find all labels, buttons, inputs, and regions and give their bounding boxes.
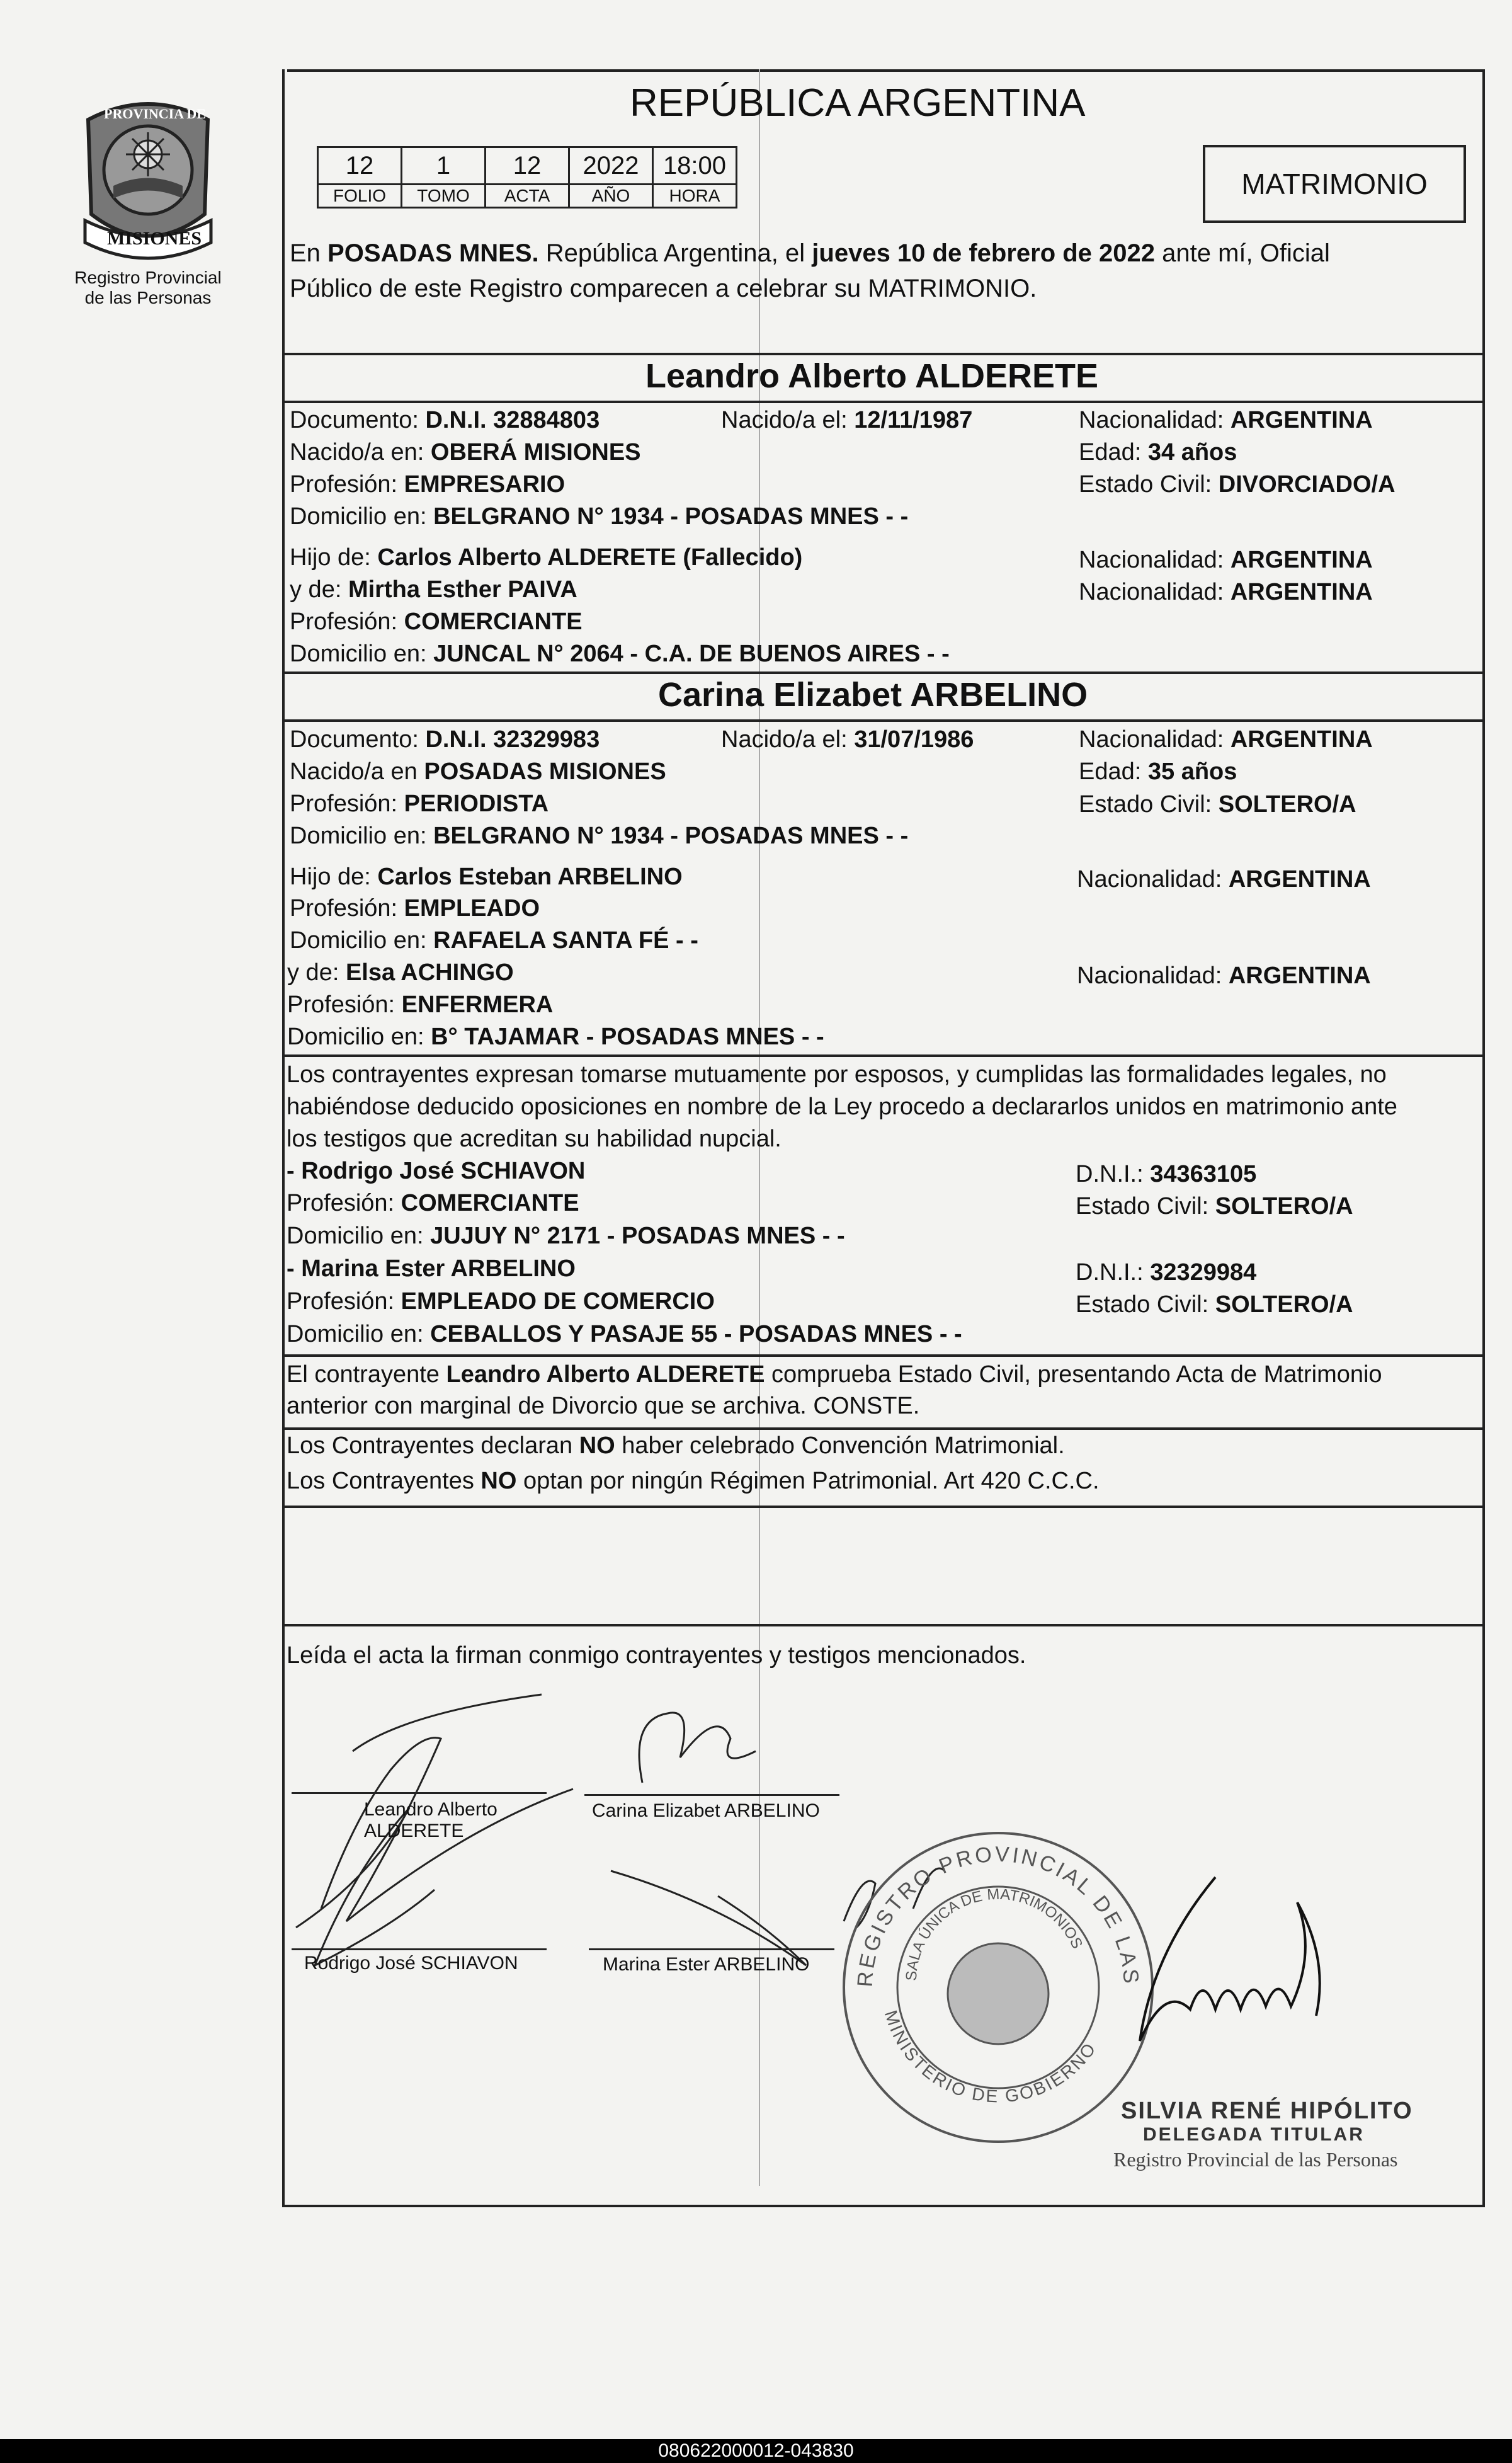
page-title: REPÚBLICA ARGENTINA [630, 81, 1086, 125]
intro-line-1 [290, 237, 1330, 270]
label: Domicilio en: [287, 1321, 431, 1347]
signature-line-bride [584, 1794, 839, 1796]
bride-born-place [290, 755, 666, 788]
label: Profesión: [287, 1190, 401, 1216]
value: 34 años [1147, 439, 1237, 466]
seal-inner-text: SALA ÚNICA DE MATRIMONIOS [902, 1885, 1086, 1982]
divider [282, 1054, 1482, 1057]
official-title: DELEGADA TITULAR [1143, 2124, 1365, 2145]
value: 32329984 [1150, 1259, 1257, 1286]
tomo-label: TOMO [402, 185, 486, 208]
bride-born-date [721, 723, 974, 756]
label: Documento: [290, 407, 426, 433]
note-regime [287, 1465, 1100, 1497]
value: ARGENTINA [1230, 547, 1373, 573]
value: 12/11/1987 [854, 407, 973, 433]
value: ARGENTINA [1228, 963, 1371, 989]
label: Nacionalidad: [1077, 963, 1229, 989]
note-emphasis: NO [480, 1468, 517, 1494]
note-civil-status-line-1 [287, 1358, 1382, 1391]
witness-1-civil-status [1076, 1190, 1353, 1223]
bride-father [290, 860, 683, 893]
divider [282, 1624, 1482, 1626]
label: Nacido/a en: [290, 439, 431, 466]
value: SOLTERO/A [1215, 1291, 1353, 1318]
official-name: SILVIA RENÉ HIPÓLITO [1121, 2098, 1413, 2124]
label: Documento: [290, 726, 426, 753]
intro-text: ante mí, Oficial [1155, 239, 1330, 267]
value: 31/07/1986 [854, 726, 974, 753]
label: Hijo de: [290, 864, 378, 890]
label: Profesión: [287, 1288, 401, 1315]
groom-born-date [721, 404, 972, 437]
groom-parents-profession [290, 605, 583, 638]
folio-value: 12 [318, 147, 402, 185]
bride-father-nationality [1077, 863, 1371, 896]
label: Nacionalidad: [1079, 407, 1231, 433]
groom-mother [290, 573, 577, 606]
anio-value: 2022 [569, 147, 653, 185]
value: EMPLEADO DE COMERCIO [401, 1288, 715, 1315]
intro-city: POSADAS MNES. [327, 239, 539, 267]
value: DIVORCIADO/A [1218, 471, 1395, 498]
note-civil-status-line-2: anterior con marginal de Divorcio que se archiva. CONSTE. [287, 1393, 920, 1419]
value: RAFAELA SANTA FÉ - - [433, 927, 698, 954]
label: Domicilio en: [287, 1223, 431, 1249]
value: JUJUY N° 2171 - POSADAS MNES - - [430, 1223, 845, 1249]
logo-banner-text: MISIONES [107, 228, 202, 249]
bride-age [1079, 755, 1237, 788]
value: COMERCIANTE [401, 1190, 579, 1216]
bride-father-profession [290, 892, 540, 925]
tomo-value: 1 [402, 147, 486, 185]
declaration-line-3: los testigos que acreditan su habilidad nupcial. [287, 1126, 782, 1152]
logo-arc-text: PROVINCIA DE [104, 106, 206, 122]
witness-1-address [287, 1220, 845, 1252]
record-type: MATRIMONIO [1241, 168, 1428, 200]
bride-mother-address [287, 1020, 824, 1053]
bride-civil-status [1079, 788, 1356, 821]
value: CEBALLOS Y PASAJE 55 - POSADAS MNES - - [430, 1321, 962, 1347]
value: ARGENTINA [1230, 579, 1373, 605]
value: EMPRESARIO [404, 471, 566, 498]
province-logo [69, 94, 227, 265]
note-name: Leandro Alberto ALDERETE [446, 1361, 765, 1388]
anio-label: AÑO [569, 185, 653, 208]
value: ARGENTINA [1230, 407, 1373, 433]
label: Domicilio en: [287, 1024, 431, 1050]
divider [282, 1354, 1482, 1357]
label: D.N.I.: [1076, 1259, 1151, 1286]
label: Profesión: [290, 609, 404, 635]
closing-statement: Leída el acta la firman conmigo contrayentes y testigos mencionados. [287, 1642, 1026, 1669]
official-signature [1127, 1865, 1354, 2104]
value: ARGENTINA [1230, 726, 1373, 753]
value: ARGENTINA [1228, 866, 1371, 893]
divider [282, 671, 1482, 674]
value: Mirtha Esther PAIVA [348, 576, 577, 603]
hora-label: HORA [653, 185, 737, 208]
label: Estado Civil: [1079, 471, 1219, 498]
witness-2-civil-status [1076, 1288, 1353, 1321]
acta-label: ACTA [486, 185, 569, 208]
label: Nacido/a en [290, 758, 424, 785]
official-org: Registro Provincial de las Personas [1113, 2148, 1398, 2171]
value: SOLTERO/A [1215, 1193, 1353, 1220]
label: Profesión: [290, 895, 404, 922]
label: Nacido/a el: [721, 726, 855, 753]
value: BELGRANO N° 1934 - POSADAS MNES - - [433, 823, 909, 849]
note-text: haber celebrado Convención Matrimonial. [615, 1432, 1065, 1459]
divider [282, 401, 1482, 403]
signature-label-bride: Carina Elizabet ARBELINO [592, 1800, 820, 1821]
value: POSADAS MISIONES [424, 758, 666, 785]
label: Edad: [1079, 758, 1148, 785]
intro-text: En [290, 239, 328, 267]
groom-parents-address [290, 637, 950, 670]
value: EMPLEADO [404, 895, 540, 922]
document-code: 080622000012-043830 [0, 2439, 1512, 2463]
intro-line-2: Público de este Registro comparecen a celebrar su MATRIMONIO. [290, 275, 1037, 302]
witness-2-name: - Marina Ester ARBELINO [287, 1255, 576, 1282]
groom-doc [290, 404, 600, 437]
label: Estado Civil: [1079, 791, 1219, 818]
value: D.N.I. 32329983 [425, 726, 600, 753]
label: Domicilio en: [290, 503, 434, 530]
label: Domicilio en: [290, 823, 434, 849]
label: y de: [287, 959, 346, 986]
bride-father-address [290, 924, 698, 957]
intro-text: República Argentina, el [538, 239, 812, 267]
label: Nacido/a el: [721, 407, 855, 433]
label: Nacionalidad: [1077, 866, 1229, 893]
label: Domicilio en: [290, 641, 434, 667]
groom-nationality [1079, 404, 1373, 437]
frame-top-line [287, 69, 1482, 72]
groom-civil-status [1079, 468, 1395, 501]
registry-label-line1: Registro Provincial [74, 268, 222, 287]
seal-outer-text: REGISTRO PROVINCIAL DE LAS [853, 1842, 1144, 1988]
bride-mother [287, 956, 514, 989]
value: SOLTERO/A [1218, 791, 1356, 818]
groom-profession [290, 468, 565, 501]
divider [282, 1506, 1482, 1508]
bride-name: Carina Elizabet ARBELINO [658, 676, 1088, 714]
acta-value: 12 [486, 147, 569, 185]
note-text: comprueba Estado Civil, presentando Acta de Matrimonio [765, 1361, 1382, 1388]
value: 35 años [1147, 758, 1237, 785]
value: B° TAJAMAR - POSADAS MNES - - [431, 1024, 824, 1050]
bride-address [290, 820, 908, 852]
groom-father [290, 541, 802, 574]
label: Profesión: [287, 991, 402, 1018]
groom-name: Leandro Alberto ALDERETE [645, 357, 1099, 395]
note-convention [287, 1429, 1065, 1462]
value: JUNCAL N° 2064 - C.A. DE BUENOS AIRES - - [433, 641, 950, 667]
signature-label-groom [364, 1799, 497, 1842]
signature-label-groom-line1: Leandro Alberto [364, 1799, 497, 1820]
signature-label-groom-line2: ALDERETE [364, 1820, 464, 1841]
declaration-line-1: Los contrayentes expresan tomarse mutuamente por esposos, y cumplidas las formalidades legales, no [287, 1061, 1387, 1088]
signature-line-witness-2 [589, 1948, 834, 1950]
registry-label-line2: de las Personas [84, 288, 212, 307]
groom-born-place [290, 436, 641, 469]
intro-date: jueves 10 de febrero de 2022 [812, 239, 1156, 267]
note-text: El contrayente [287, 1361, 446, 1388]
registry-label [50, 268, 246, 308]
note-text: Los Contrayentes declaran [287, 1432, 579, 1459]
witness-1-profession [287, 1187, 579, 1220]
official-seal [834, 1824, 1162, 2151]
value: Elsa ACHINGO [345, 959, 514, 986]
signature-line-groom [292, 1792, 547, 1794]
seal-bottom-text: MINISTERIO DE GOBIERNO [880, 2008, 1101, 2106]
label: Domicilio en: [290, 927, 434, 954]
bride-doc [290, 723, 600, 756]
label: Estado Civil: [1076, 1291, 1215, 1318]
label: Profesión: [290, 471, 404, 498]
label: Nacionalidad: [1079, 579, 1231, 605]
bride-profession [290, 787, 549, 820]
value: Carlos Esteban ARBELINO [377, 864, 683, 890]
label: y de: [290, 576, 348, 603]
record-grid [317, 146, 737, 209]
value: BELGRANO N° 1934 - POSADAS MNES - - [433, 503, 909, 530]
value: OBERÁ MISIONES [430, 439, 641, 466]
divider [282, 719, 1482, 722]
hora-value: 18:00 [653, 147, 737, 185]
folio-label: FOLIO [318, 185, 402, 208]
value: COMERCIANTE [404, 609, 583, 635]
witness-2-profession [287, 1285, 715, 1318]
witness-2-address [287, 1318, 962, 1351]
signature-label-witness-1: Rodrigo José SCHIAVON [304, 1953, 518, 1974]
label: Estado Civil: [1076, 1193, 1215, 1220]
note-text: Los Contrayentes [287, 1468, 481, 1494]
label: D.N.I.: [1076, 1161, 1151, 1187]
note-text: optan por ningún Régimen Patrimonial. Art 420 C.C.C. [516, 1468, 1100, 1494]
bride-mother-profession [287, 988, 553, 1021]
value: PERIODISTA [404, 791, 549, 817]
declaration-line-2: habiéndose deducido oposiciones en nombre de la Ley procedo a declararlos unidos en matrimonio ante [287, 1094, 1397, 1120]
label: Nacionalidad: [1079, 547, 1231, 573]
bride-nationality [1079, 723, 1373, 756]
divider [282, 353, 1482, 355]
groom-age [1079, 436, 1237, 469]
label: Edad: [1079, 439, 1148, 466]
note-emphasis: NO [579, 1432, 615, 1459]
witness-1-dni [1076, 1158, 1256, 1191]
label: Nacionalidad: [1079, 726, 1231, 753]
label: Hijo de: [290, 544, 378, 571]
value: ENFERMERA [401, 991, 554, 1018]
witness-2-dni [1076, 1256, 1256, 1289]
record-type-box [1203, 145, 1466, 223]
value: Carlos Alberto ALDERETE (Fallecido) [377, 544, 803, 571]
groom-father-nationality [1079, 544, 1373, 576]
signature-label-witness-2: Marina Ester ARBELINO [603, 1954, 810, 1975]
value: D.N.I. 32884803 [425, 407, 600, 433]
label: Profesión: [290, 791, 404, 817]
groom-address [290, 500, 908, 533]
witness-1-name: - Rodrigo José SCHIAVON [287, 1158, 586, 1184]
groom-mother-nationality [1079, 576, 1373, 609]
signature-line-witness-1 [292, 1948, 547, 1950]
value: 34363105 [1150, 1161, 1257, 1187]
bride-mother-nationality [1077, 959, 1371, 992]
